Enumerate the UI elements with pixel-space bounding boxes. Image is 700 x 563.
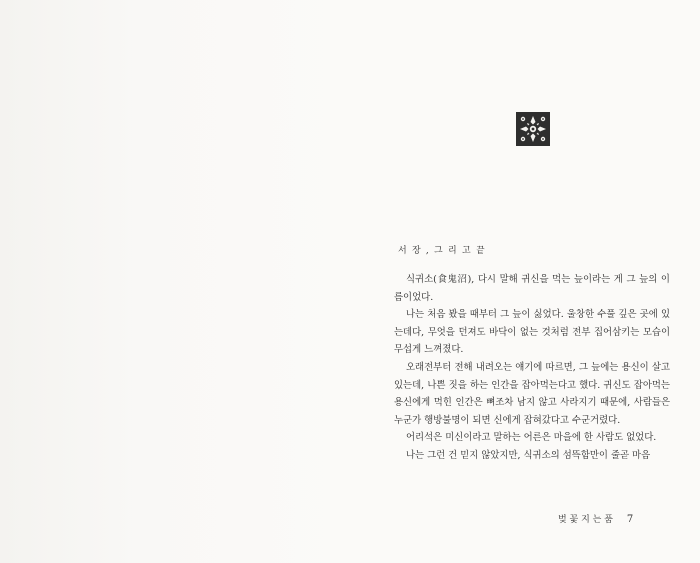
- ornament-icon: [516, 112, 550, 146]
- paragraph: 오래전부터 전해 내려오는 얘기에 따르면, 그 늪에는 용신이 살고 있는데, 나쁜 짓을 하는 인간을 잡아먹는다고 했다. 귀신도 잡아먹는 용신에게 먹힌 인간은 뼈조차 남지 않고 사라지기 때문에, 사람들은 누군가 행방불명이 되면 신에게 잡혀갔다고 수군거렸다.: [394, 361, 670, 426]
- page-number: 7: [626, 514, 634, 525]
- page-footer: [558, 512, 633, 525]
- body-text: [394, 271, 670, 465]
- chapter-title: 서 장 , 그 리 고 끝: [398, 246, 486, 256]
- paragraph: 어리석은 미신이라고 말하는 어른은 마을에 한 사람도 없었다.: [406, 432, 657, 444]
- paragraph: 나는 그런 건 믿지 않았지만, 식귀소의 섬뜩함만이 줄곧 마음: [406, 449, 651, 461]
- paragraph: 식귀소(食鬼沼), 다시 말해 귀신을 먹는 늪이라는 게 그 늪의 이름이었다.: [394, 274, 670, 303]
- running-title: 벚 꽃 지 는 품: [558, 515, 613, 525]
- paragraph: 나는 처음 봤을 때부터 그 늪이 싫었다. 울창한 수풀 깊은 곳에 있는데다, 무엇을 던져도 바닥이 없는 것처럼 전부 집어삼키는 모습이 무섭게 느껴졌다.: [394, 309, 670, 356]
